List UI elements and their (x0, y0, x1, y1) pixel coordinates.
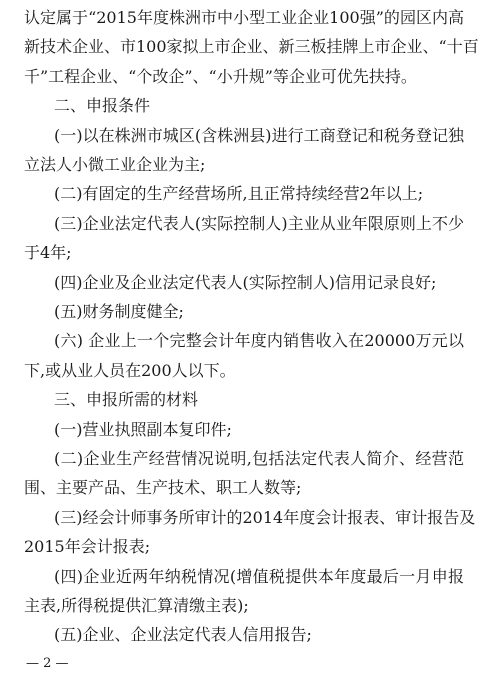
paragraph-line: 下,或从业人员在200人以下。 (24, 360, 236, 380)
paragraph-line: 新技术企业、市100家拟上市企业、新三板挂牌上市企业、“十百 (24, 37, 479, 57)
paragraph-line: (二)有固定的生产经营场所,且正常持续经营2年以上; (54, 184, 424, 204)
paragraph-line: 主表,所得税提供汇算清缴主表); (24, 596, 249, 615)
paragraph-line: (三)企业法定代表人(实际控制人)主业从业年限原则上不少 (54, 213, 464, 233)
paragraph-line: 围、主要产品、生产技术、职工人数等; (24, 478, 302, 498)
section-heading-application-conditions: 二、申报条件 (54, 96, 151, 116)
paragraph-line: (二)企业生产经营情况说明,包括法定代表人简介、经营范 (54, 449, 464, 468)
paragraph-line: (四)企业及企业法定代表人(实际控制人)信用记录良好; (54, 272, 437, 292)
paragraph-line: (六) 企业上一个完整会计年度内销售收入在20000万元以 (54, 331, 464, 351)
paragraph-line: 2015年会计报表; (24, 537, 151, 557)
paragraph-line: (一)以在株洲市城区(含株洲县)进行工商登记和税务登记独 (54, 125, 464, 145)
paragraph-line: 于4年; (24, 243, 72, 263)
paragraph-line: 立法人小微工业企业为主; (24, 155, 206, 174)
paragraph-line: (三)经会计师事务所审计的2014年度会计报表、审计报告及 (54, 507, 476, 527)
paragraph-line: (五)财务制度健全; (54, 302, 184, 321)
page-number: — 2 — (26, 656, 69, 671)
paragraph-line: 认定属于“2015年度株洲市中小型工业企业100强”的园区内高 (24, 8, 464, 27)
paragraph-line: (一)营业执照副本复印件; (54, 419, 232, 439)
section-heading-required-materials: 三、申报所需的材料 (54, 390, 199, 410)
paragraph-line: (四)企业近两年纳税情况(增值税提供本年度最后一月申报 (54, 566, 464, 586)
paragraph-line: 千”工程企业、“个改企”、“小升规”等企业可优先扶持。 (24, 66, 417, 86)
paragraph-line: (五)企业、企业法定代表人信用报告; (54, 625, 312, 645)
